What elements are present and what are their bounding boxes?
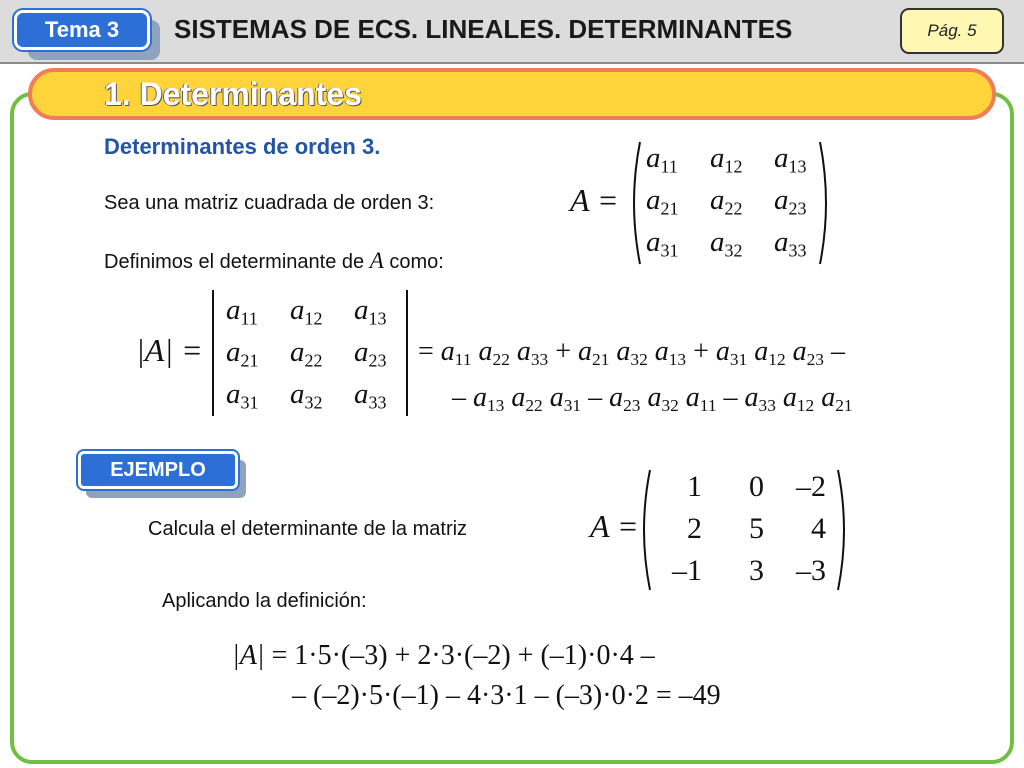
matrix-a-entry — [710, 184, 764, 219]
expansion-term: $a_{13}$ — [654, 336, 687, 370]
result-line-2: – (–2)·5·(–1) – 4·3·1 – (–3)·0·2 = –49 — [292, 680, 721, 711]
expansion-term-index: 32 — [661, 396, 679, 416]
expansion-term-index: 32 — [630, 350, 648, 370]
matrix-a-element: $a_{33}$ — [774, 226, 807, 261]
det-expansion-line-2: – $a_{13}$ $a_{22}$ $a_{31} - a_{23}$ $a_{32}$ $a_{11} - a_{33}$ $a_{12}$ $a_{21}$ — [452, 382, 853, 416]
expansion-term-index: 11 — [699, 396, 717, 416]
det-a-entry — [354, 378, 408, 413]
applying-definition-text: Aplicando la definición: — [162, 590, 367, 612]
det-a-entry — [290, 378, 344, 413]
matrix-a-element: $a_{32}$ — [710, 226, 743, 261]
expansion-term: $a_{23}$ — [609, 382, 641, 416]
result-line-1-rhs: = 1·5·(–3) + 2·3·(–2) + (–1)·0·4 – — [264, 640, 655, 671]
example-matrix-entry: –1 — [672, 554, 702, 587]
matrix-a-element-index: 12 — [724, 156, 743, 177]
page-number-badge: Pág. 5 — [900, 8, 1004, 54]
result-line-1 — [232, 640, 655, 672]
matrix-a-element: $a_{11}$ — [646, 142, 678, 177]
matrix-a-element-index: 11 — [660, 156, 678, 177]
expansion-term: $a_{33}$ — [516, 336, 549, 370]
det-a-element: $a_{21}$ — [226, 336, 259, 371]
expansion-term: $a_{11}$ — [685, 382, 717, 416]
expansion-term: $a_{13}$ — [473, 382, 505, 416]
det-a-element-index: 33 — [368, 392, 387, 413]
det-a-entry — [354, 336, 408, 371]
section-title: 1. Determinantes — [104, 76, 362, 112]
matrix-a-element-index: 32 — [724, 240, 743, 261]
det-a-element: $a_{13}$ — [354, 294, 387, 329]
example-prompt: Calcula el determinante de la matriz — [148, 518, 468, 540]
expansion-term-index: 23 — [806, 350, 824, 370]
example-matrix-entry: 1 — [687, 470, 702, 503]
expansion-term: $a_{23}$ — [792, 336, 824, 370]
det-a-element: $a_{32}$ — [290, 378, 323, 413]
det-a-lhs: |A| = — [136, 332, 203, 368]
det-intro-variable: A — [369, 248, 384, 273]
matrix-a-element-index: 33 — [788, 240, 807, 261]
det-a-element-index: 22 — [304, 350, 323, 371]
matrix-a-entry — [710, 226, 764, 261]
expansion-term: $a_{12}$ — [754, 336, 786, 370]
det-a-element: $a_{11}$ — [226, 294, 258, 329]
expansion-term: $a_{31}$ — [549, 382, 582, 416]
det-a-element: $a_{22}$ — [290, 336, 323, 371]
det-intro-text — [104, 248, 444, 274]
example-matrix-entry: 2 — [687, 512, 702, 545]
det-a-element-index: 11 — [240, 308, 258, 329]
example-right-paren — [836, 468, 852, 592]
expansion-term-index: 33 — [758, 396, 776, 416]
matrix-a-element-index: 31 — [660, 240, 679, 261]
expansion-term-index: 22 — [492, 350, 510, 370]
matrix-a-element-index: 23 — [788, 198, 807, 219]
det-a-entry — [226, 294, 280, 329]
example-matrix-entry: 3 — [749, 554, 764, 587]
expansion-term: $a_{22}$ — [478, 336, 510, 370]
det-a-element: $a_{31}$ — [226, 378, 259, 413]
det-a-element: $a_{23}$ — [354, 336, 387, 371]
det-a-element: $a_{12}$ — [290, 294, 323, 329]
matrix-a-entry — [646, 226, 700, 261]
expansion-term: $a_{32}$ — [616, 336, 648, 370]
result-lhs: |A| — [232, 640, 265, 671]
expansion-term-index: 23 — [623, 396, 641, 416]
example-matrix-entry: –2 — [796, 470, 826, 503]
expansion-term-index: 31 — [729, 350, 748, 370]
matrix-a-element: $a_{31}$ — [646, 226, 679, 261]
expansion-term-index: 11 — [454, 350, 472, 370]
tema-badge[interactable]: Tema 3 — [14, 10, 150, 50]
example-badge[interactable]: EJEMPLO — [78, 451, 238, 489]
det-a-entry — [354, 294, 408, 329]
example-matrix-entry: –3 — [796, 554, 826, 587]
matrix-a-element-index: 13 — [788, 156, 807, 177]
example-matrix-entry: 5 — [749, 512, 764, 545]
matrix-a-element-index: 21 — [660, 198, 679, 219]
matrix-a-lhs: A = — [570, 182, 619, 218]
det-intro-suffix: como: — [389, 251, 444, 273]
expansion-term-index: 13 — [668, 350, 687, 370]
det-a-entry — [290, 336, 344, 371]
unit-title: SISTEMAS DE ECS. LINEALES. DETERMINANTES — [174, 14, 793, 44]
expansion-term: $a_{31}$ — [715, 336, 748, 370]
expansion-term-index: 13 — [487, 396, 505, 416]
matrix-a-element: $a_{23}$ — [774, 184, 807, 219]
expansion-term-index: 12 — [796, 396, 815, 416]
expansion-term-index: 33 — [530, 350, 549, 370]
det-a-element-index: 12 — [304, 308, 323, 329]
matrix-a-entry — [710, 142, 764, 177]
matrix-intro-text: Sea una matriz cuadrada de orden 3: — [104, 192, 435, 214]
matrix-a-element: $a_{12}$ — [710, 142, 743, 177]
det-a-entry — [226, 336, 280, 371]
expansion-term: $a_{21}$ — [821, 382, 853, 416]
matrix-a-element: $a_{21}$ — [646, 184, 679, 219]
expansion-term-index: 31 — [563, 396, 582, 416]
det-expansion-line-1: = $a_{11}$ $a_{22}$ $a_{33} + a_{21}$ $a_{32}$ $a_{13} + a_{31}$ $a_{12}$ $a_{23}$ – — [418, 336, 845, 370]
example-matrix-entry: 4 — [811, 512, 826, 545]
det-a-element-index: 31 — [240, 392, 259, 413]
det-a-element-index: 21 — [240, 350, 259, 371]
matrix-a-entry — [774, 226, 828, 261]
expansion-term-index: 21 — [835, 396, 853, 416]
expansion-term: $a_{22}$ — [511, 382, 543, 416]
expansion-term-index: 22 — [525, 396, 543, 416]
matrix-a-entry — [774, 142, 828, 177]
det-a-entry — [226, 378, 280, 413]
expansion-term: $a_{11}$ — [440, 336, 472, 370]
expansion-term: $a_{21}$ — [578, 336, 610, 370]
expansion-term: $a_{12}$ — [782, 382, 815, 416]
matrix-a-element: $a_{13}$ — [774, 142, 807, 177]
det-intro-prefix: Definimos el determinante de — [104, 251, 365, 273]
example-matrix-lhs: A = — [590, 508, 639, 544]
det-a-element: $a_{33}$ — [354, 378, 387, 413]
expansion-term: $a_{33}$ — [744, 382, 776, 416]
det-left-bar — [212, 290, 214, 416]
det-a-element-index: 13 — [368, 308, 387, 329]
example-matrix-entry: 0 — [749, 470, 764, 503]
matrix-a-entry — [646, 142, 700, 177]
section-subtitle: Determinantes de orden 3. — [104, 134, 381, 159]
expansion-term-index: 12 — [768, 350, 786, 370]
matrix-a-element: $a_{22}$ — [710, 184, 743, 219]
expansion-term-index: 21 — [592, 350, 610, 370]
det-a-element-index: 23 — [368, 350, 387, 371]
matrix-a-entry — [774, 184, 828, 219]
matrix-a-element-index: 22 — [724, 198, 743, 219]
expansion-term: $a_{32}$ — [647, 382, 679, 416]
matrix-a-entry — [646, 184, 700, 219]
det-a-element-index: 32 — [304, 392, 323, 413]
det-a-entry — [290, 294, 344, 329]
matrix-left-paren — [626, 140, 642, 266]
